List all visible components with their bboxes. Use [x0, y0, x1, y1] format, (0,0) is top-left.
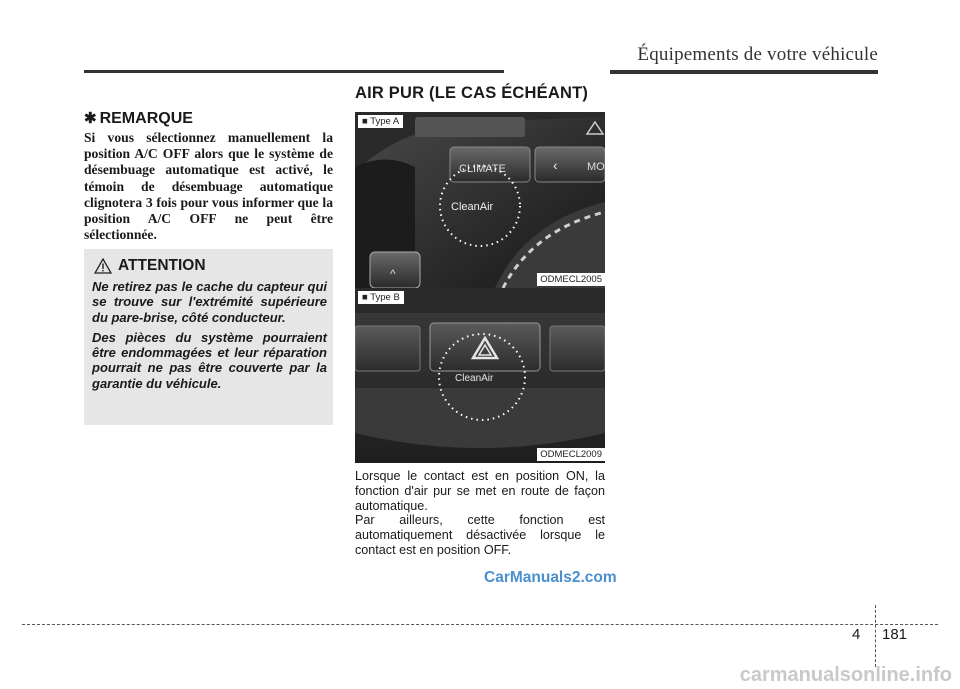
type-b-code: ODMECL2009: [537, 448, 605, 461]
attention-paragraph-1: Ne retirez pas le cache du capteur qui se trouve sur l'extrémité supérieure du pare-brise, côté conducteur.: [92, 279, 327, 325]
climate-button-label: CLIMATE: [459, 163, 506, 175]
footer-rule: [22, 624, 938, 625]
type-a-code: ODMECL2005: [537, 273, 605, 286]
chapter-number: 4: [852, 626, 861, 643]
page-header-title: Équipements de votre véhicule: [637, 44, 878, 65]
site-watermark[interactable]: carmanualsonline.info: [739, 664, 952, 686]
attention-paragraph-2: Des pièces du système pourraient être endommagées et leur réparation pourrait ne pas être couverte par la garantie du véhicule.: [92, 329, 327, 391]
remark-body: Si vous sélectionnez manuellement la position A/C OFF alors que le système de désembuage automatique est activé, le témoin de désembuage automatique clignotera 3 fois pour vous informer que la position A/C OFF ne peut être sélectionnée.: [84, 130, 333, 243]
header-rule-left: [84, 70, 504, 73]
cleanair-badge-b: CleanAir: [455, 373, 494, 384]
attention-title: ATTENTION: [118, 257, 206, 274]
warning-triangle-icon: [94, 258, 112, 274]
remark-title-text: REMARQUE: [99, 110, 193, 127]
section-body: [355, 469, 605, 558]
header-rule-right: [610, 70, 878, 74]
page-number: 181: [882, 626, 908, 643]
footer-divider: [875, 605, 876, 667]
section-paragraph-1: Lorsque le contact est en position ON, la fonction d'air pur se met en route de façon automatique.: [355, 469, 605, 513]
attention-box: [84, 249, 333, 425]
svg-text:^: ^: [390, 267, 396, 281]
svg-text:‹: ‹: [553, 157, 558, 173]
section-paragraph-2: Par ailleurs, cette fonction est automatiquement désactivée lorsque le contact est en position OFF.: [355, 513, 605, 557]
attention-header: [94, 257, 327, 275]
cleanair-badge-a: CleanAir: [451, 201, 494, 213]
type-b-label: ■ Type B: [358, 291, 404, 304]
type-a-label: ■ Type A: [358, 115, 403, 128]
asterisk-icon: ✱: [84, 110, 97, 127]
section-title: AIR PUR (LE CAS ÉCHÉANT): [355, 84, 589, 102]
photo-type-a: [355, 112, 605, 288]
photo-type-b: [355, 288, 605, 463]
climate-panel-type-a-illustration: [355, 112, 605, 288]
climate-panel-type-b-illustration: [355, 288, 605, 463]
mode-button-label: MO: [587, 161, 605, 173]
remark-title: [84, 109, 193, 128]
watermark-link[interactable]: CarManuals2.com: [484, 569, 617, 586]
